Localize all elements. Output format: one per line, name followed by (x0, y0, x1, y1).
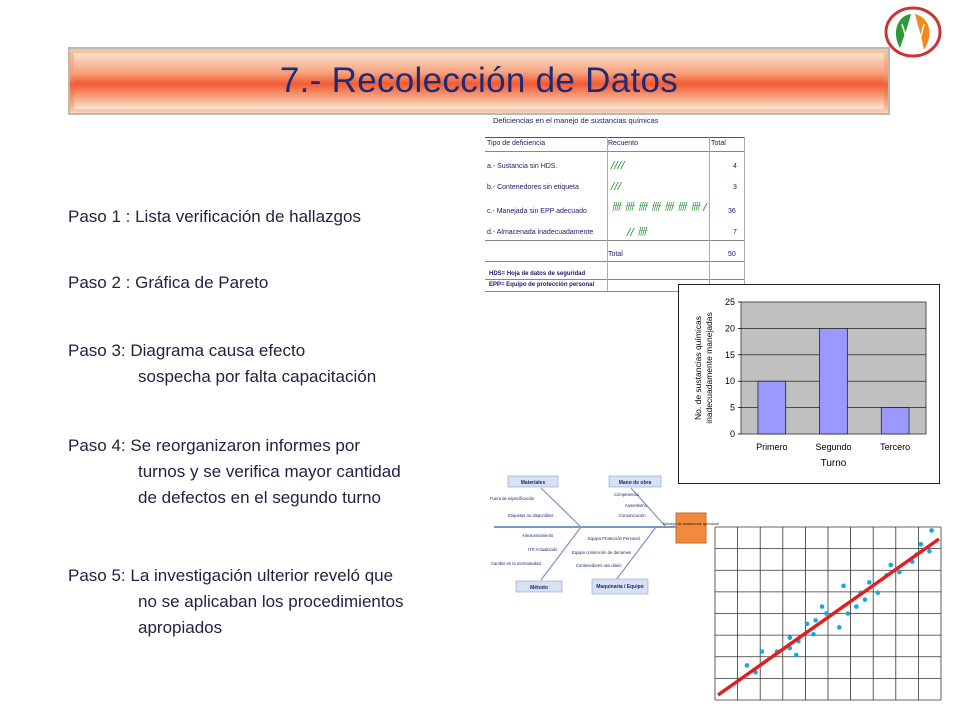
leaf-logo-icon (882, 6, 944, 58)
step-3 (68, 338, 376, 390)
cause-10: Equipo contención de derrames (572, 550, 632, 555)
step-3-line2: sospecha por falta capacitación (138, 367, 377, 386)
step-4 (68, 433, 401, 511)
y-tick-label: 20 (724, 323, 735, 334)
scatter-point (927, 549, 932, 554)
y-axis-label-line2: inadecuadamente manejadas (704, 312, 714, 424)
scatter-point (919, 542, 924, 547)
y-tick-label: 0 (729, 429, 735, 439)
step-1-text: Paso 1 : Lista verificación de hallazgos (68, 207, 361, 226)
cause-5: Comunicación (619, 513, 646, 518)
y-tick-label: 10 (724, 376, 735, 387)
pareto-chart (678, 284, 940, 484)
cause-2: Etiquetas no disponibles (508, 513, 554, 518)
step-2 (68, 270, 268, 296)
scatter-point (813, 618, 818, 623)
bar-primero (758, 381, 786, 434)
total-label: Total (608, 251, 623, 258)
row-b-total: 3 (733, 184, 737, 191)
scatter-point (888, 563, 893, 568)
x-tick-label: Segundo (815, 442, 852, 452)
row-c-total: 36 (728, 208, 736, 215)
scatter-point (805, 622, 810, 627)
step-3-line1: Paso 3: Diagrama causa efecto (68, 341, 306, 360)
cause-9: Equipo Protección Personal (588, 536, 640, 541)
y-tick-label: 15 (724, 349, 735, 360)
category-maquinaria (592, 579, 648, 594)
bar-chart-svg (679, 285, 939, 483)
check-sheet (485, 115, 745, 295)
x-tick-label: Primero (756, 442, 788, 452)
step-1 (68, 204, 361, 230)
title-banner (68, 47, 890, 115)
row-c-type: c.- Manejada sin EPP adecuado (487, 208, 587, 215)
scatter-diagram (715, 527, 941, 700)
scatter-point (811, 632, 816, 637)
note-epp: EPP= Equipo de protección personal (489, 282, 595, 288)
scatter-point (794, 653, 799, 658)
row-b-type: b.- Contenedores sin etiqueta (487, 184, 579, 191)
row-d-total: 7 (733, 229, 737, 236)
x-tick-label: Tercero (880, 442, 911, 452)
scatter-point (876, 590, 881, 595)
label-materiales: Materiales (520, 480, 546, 486)
step-5-line2: no se aplicaban los procedimientos (138, 592, 404, 611)
header-count: Recuento (608, 140, 638, 147)
row-a-tally: //// (611, 160, 625, 171)
row-a-total: 4 (733, 163, 737, 170)
row-d-type: d.- Almacenada inadecuadamente (487, 229, 594, 236)
check-sheet-title: Deficiencias en el manejo de sustancias químicas (493, 116, 659, 125)
scatter-point (841, 584, 846, 589)
step-5-line3: apropiados (138, 618, 223, 637)
note-hds: HDS= Hoja de datos de seguridad (489, 271, 586, 277)
scatter-point (867, 580, 872, 585)
scatter-point (820, 604, 825, 609)
category-metodo (516, 581, 562, 592)
effect-label: Manejo de sustancias químicas (663, 521, 719, 526)
scatter-point (745, 663, 750, 668)
scatter-point (824, 611, 829, 616)
step-4-line3: de defectos en el segundo turno (138, 488, 381, 507)
cause-3: Competencia (614, 492, 639, 497)
cause-4: Ausentismo (625, 503, 647, 508)
scatter-point (897, 570, 902, 575)
cause-6: Almacenamiento (522, 533, 554, 538)
step-4-line1: Paso 4: Se reorganizaron informes por (68, 436, 360, 455)
scatter-point (863, 597, 868, 602)
row-d-tally: // 卌 (627, 227, 647, 238)
cause-8: Cambio en la normatividad (491, 561, 541, 566)
row-a-type: a.- Sustancia sin HDS. (487, 163, 558, 170)
header-total: Total (711, 140, 726, 147)
row-b-tally: /// (611, 181, 622, 192)
total-value: 50 (728, 251, 736, 258)
label-maquinaria: Maquinaria / Equipo (596, 584, 644, 590)
label-metodo: Método (530, 585, 548, 591)
row-c-tally: 卌 卌 卌 卌 卌 卌 卌 / (611, 202, 707, 213)
scatter-point (929, 528, 934, 533)
bar-segundo (820, 328, 848, 434)
y-axis-label-line1: No. de sustancias químicas (693, 316, 703, 420)
step-5 (68, 563, 404, 641)
cause-1: Fuera de especificación (490, 496, 535, 501)
scatter-point (854, 604, 859, 609)
cause-11: Contenedores uso diario (576, 563, 622, 568)
scatter-point (788, 635, 793, 640)
label-mano-obra: Mano de obra (618, 480, 652, 486)
y-tick-label: 25 (724, 297, 735, 307)
bar-tercero (881, 408, 909, 434)
category-mano-obra (609, 476, 661, 487)
category-materiales (508, 476, 558, 487)
scatter-point (846, 611, 851, 616)
step-4-line2: turnos y se verifica mayor cantidad (138, 462, 401, 481)
step-5-line1: Paso 5: La investigación ulterior reveló que (68, 566, 394, 585)
step-2-text: Paso 2 : Gráfica de Pareto (68, 273, 269, 292)
trend-line (718, 539, 939, 695)
fishbone-diagram (486, 470, 719, 610)
y-tick-label: 5 (729, 402, 735, 413)
scatter-point (760, 649, 765, 654)
header-type: Tipo de deficiencia (487, 140, 546, 147)
page-title: 7.- Recolección de Datos (279, 61, 679, 100)
scatter-point (837, 625, 842, 630)
x-axis-label: Turno (820, 458, 847, 469)
cause-7: ITR Actualizado (528, 547, 558, 552)
